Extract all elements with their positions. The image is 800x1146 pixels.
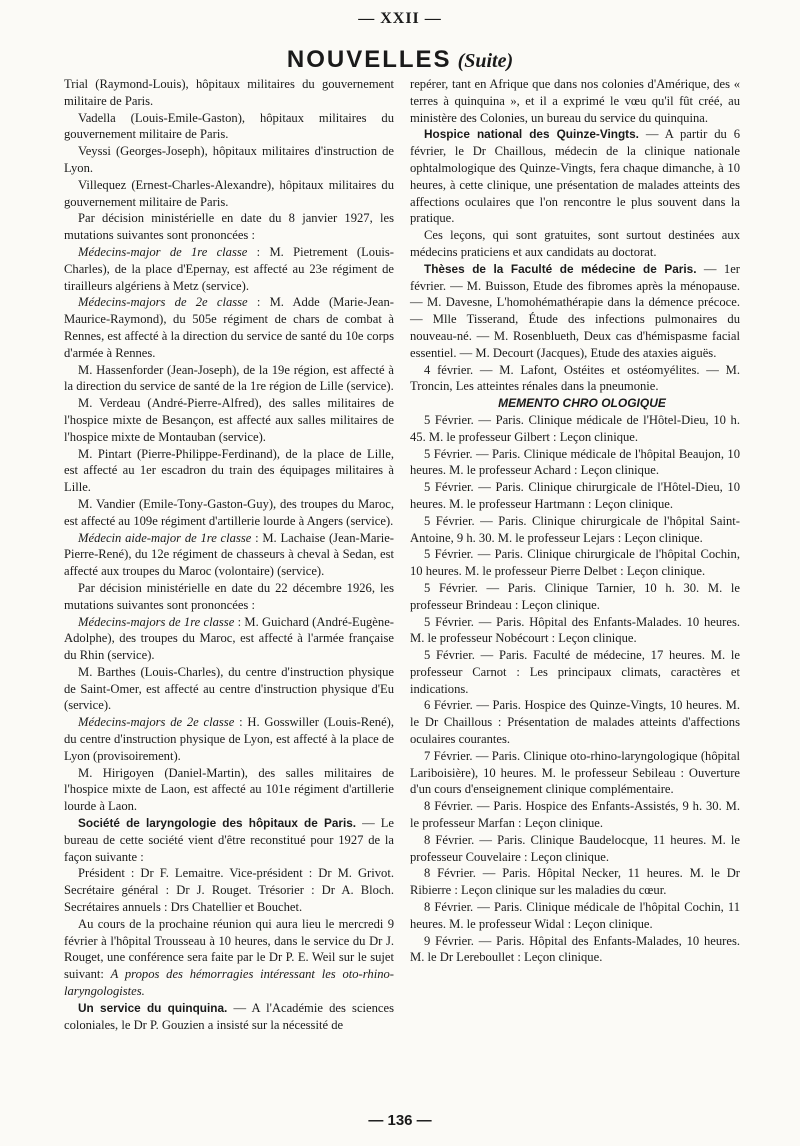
paragraph	[64, 916, 394, 1000]
roman-page-number: — XXII —	[358, 10, 442, 27]
paragraph-text: — 1er février. — M. Buisson, Etude des fibromes après la ménopause. — M. Davesne, L'homohémathérapie dans la démence précoce. — Mlle Tisserand, Étude des infections pulmonaires du nouveau-né. — M. Rosenblueth, Deux cas d'hémispasme facial essentiel. — M. Decourt (Jacques), Etude des ataxies aiguës.	[410, 261, 740, 360]
paragraph	[410, 227, 740, 261]
paragraph	[64, 664, 394, 714]
paragraph	[410, 479, 740, 513]
paragraph-text: : H. Gosswiller (Louis-René), du centre d'instruction physique de Lyon, est affecté à la place de Lyon (provisoirement).	[64, 715, 395, 763]
paragraph	[410, 76, 740, 126]
paragraph	[64, 580, 394, 614]
paragraph-text: : M. Lachaise (Jean-Marie-Pierre-René), du 12e régiment de chasseurs à cheval à Sedan, est affecté aux troupes du Maroc (volontaire) (service).	[64, 530, 394, 579]
paragraph-text: 4 février. — M. Lafont, Ostéites et ostéomyélites. — M. Troncin, Les atteintes rénales dans la pneumonie.	[410, 362, 740, 394]
memento-heading: MEMENTO CHRO OLOGIQUE	[498, 396, 666, 411]
paragraph	[410, 899, 740, 933]
paragraph	[410, 798, 740, 832]
paragraph-text: Ces leçons, qui sont gratuites, sont surtout destinées aux médecins praticiens et aux candidats au doctorat.	[410, 228, 740, 259]
paragraph-text: 5 Février. — Paris. Clinique chirurgicale de l'hôpital Saint-Antoine, 9 h. 30. M. le professeur Lejars : Leçon clinique.	[410, 513, 740, 545]
paragraph	[410, 412, 740, 446]
section-header	[0, 46, 800, 75]
paragraph-text: : M. Guichard (André-Eugène-Adolphe), des troupes du Maroc, est affecté à l'armée française du Rhin (service).	[64, 614, 394, 663]
paragraph	[64, 294, 394, 361]
paragraph-text: — A l'Académie des sciences coloniales, le Dr P. Gouzien a insisté sur la nécessité de	[64, 1000, 394, 1032]
paragraph	[64, 496, 394, 530]
paragraph-text: 8 Février. — Paris. Hôpital Necker, 11 heures. M. le Dr Ribierre : Leçon clinique sur les maladies du cœur.	[410, 866, 740, 898]
paragraph-text: M. Pintart (Pierre-Philippe-Ferdinand), de la place de Lille, est affecté au 1er escadron du train des équipages militaires à Lille.	[64, 446, 394, 495]
section-subtitle: (Suite)	[457, 50, 514, 72]
paragraph-text: M. Vandier (Emile-Tony-Gaston-Guy), des troupes du Maroc, est affecté au 109e régiment d'artillerie lourde à Angers (service).	[64, 496, 394, 528]
paragraph-text: M. Hassenforder (Jean-Joseph), de la 19e région, est affecté à la direction du service de santé de la 1re région de Lille (service).	[64, 362, 394, 394]
rank-label: Médecins-major de 1re classe	[78, 244, 248, 259]
paragraph-text: Trial (Raymond-Louis), hôpitaux militaires du gouvernement militaire de Paris.	[64, 77, 394, 108]
paragraph	[410, 748, 740, 798]
section-heading: Thèses de la Faculté de médecine de Paris.	[424, 261, 697, 276]
paragraph	[64, 530, 394, 580]
paragraph	[410, 614, 740, 648]
paragraph-text: 7 Février. — Paris. Clinique oto-rhino-laryngologique (hôpital Lariboisière), 10 heures. M. le professeur Sebileau : Ouverture d'un cours d'enseignement clinique complémentaire.	[410, 748, 740, 797]
paragraph-text: repérer, tant en Afrique que dans nos colonies d'Amérique, des « terres à quinquina », et il a exprimé le vœu qu'il fût créé, au ministère des Colonies, un bureau du service du quinquina.	[410, 77, 740, 125]
lecture-topic: A propos des hémorragies intéressant les oto-rhino-laryngologistes.	[64, 967, 394, 999]
paragraph-text: 5 Février. — Paris. Clinique chirurgicale de l'Hôtel-Dieu, 10 heures. M. le professeur Hartmann : Leçon clinique.	[410, 480, 740, 511]
section-heading: Société de laryngologie des hôpitaux de Paris.	[78, 816, 357, 831]
paragraph	[410, 933, 740, 967]
paragraph-text: 6 Février. — Paris. Hospice des Quinze-Vingts, 10 heures. M. le Dr Chaillous : Présentation de malades atteints d'affections oculaires courantes.	[410, 698, 740, 747]
paragraph-text: Veyssi (Georges-Joseph), hôpitaux militaires d'instruction de Lyon.	[64, 144, 394, 175]
paragraph	[64, 76, 394, 110]
paragraph	[64, 210, 394, 244]
paragraph-text: M. Barthes (Louis-Charles), du centre d'instruction physique de Saint-Omer, est affecté au centre d'instruction physique d'Eu (service).	[64, 664, 394, 713]
paragraph-text: M. Verdeau (André-Pierre-Alfred), des salles militaires de l'hospice mixte de Besançon, est affecté aux salles militaires de l'hospice mixte de Montauban (service).	[64, 396, 394, 444]
paragraph	[64, 177, 394, 211]
paragraph	[64, 362, 394, 396]
paragraph	[410, 697, 740, 747]
paragraph-text: 5 Février. — Paris. Clinique médicale de l'hôpital Beaujon, 10 heures. M. le professeur Achard : Leçon clinique.	[410, 446, 740, 478]
paragraph	[410, 513, 740, 547]
paragraph	[410, 647, 740, 697]
paragraph	[410, 865, 740, 899]
paragraph-text: 8 Février. — Paris. Clinique médicale de l'hôpital Cochin, 11 heures. M. le professeur Widal : Leçon clinique.	[410, 900, 740, 931]
paragraph-text: 5 Février. — Paris. Hôpital des Enfants-Malades. 10 heures. M. le professeur Nobécourt : Leçon clinique.	[410, 614, 740, 646]
paragraph-text: Vadella (Louis-Emile-Gaston), hôpitaux militaires du gouvernement militaire de Paris.	[64, 110, 394, 142]
paragraph-text: 8 Février. — Paris. Clinique Baudelocque, 11 heures. M. le professeur Couvelaire : Leçon clinique.	[410, 832, 740, 864]
rank-label: Médecin aide-major de 1re classe	[78, 530, 252, 545]
paragraph	[64, 614, 394, 664]
paragraph-text: Au cours de la prochaine réunion qui aura lieu le mercredi 9 février à l'hôpital Trousseau à 10 heures, dans le service du Dr J. Rouget, une conférence sera faite par le Dr P. E. Weil sur le sujet suivant:	[64, 916, 394, 982]
paragraph-text: Par décision ministérielle en date du 8 janvier 1927, les mutations suivantes sont prononcées :	[64, 211, 394, 243]
paragraph	[64, 446, 394, 496]
paragraph-text: 5 Février. — Paris. Faculté de médecine, 17 heures. M. le professeur Carnot : Les principaux climats, caractères et indications.	[410, 648, 740, 696]
paragraph	[64, 865, 394, 915]
paragraph	[410, 446, 740, 480]
paragraph-text: Villequez (Ernest-Charles-Alexandre), hôpitaux militaires du gouvernement militaire de Paris.	[64, 177, 394, 209]
paragraph-text: : M. Pietrement (Louis-Charles), de la place d'Epernay, est affecté au 23e régiment de tirailleurs algériens à Metz (service).	[64, 244, 394, 293]
paragraph-text: 8 Février. — Paris. Hospice des Enfants-Assistés, 9 h. 30. M. le professeur Marfan : Leçon clinique.	[410, 799, 740, 831]
paragraph	[64, 765, 394, 815]
paragraph	[410, 546, 740, 580]
paragraph-text: 5 Février. — Paris. Clinique chirurgicale de l'hôpital Cochin, 10 heures. M. le professeur Pierre Delbet : Leçon clinique.	[410, 547, 740, 579]
paragraph	[64, 244, 394, 294]
section-title: NOUVELLES	[286, 46, 452, 73]
page-number-footer: — 136 —	[368, 1112, 432, 1129]
paragraph-text: : M. Adde (Marie-Jean-Maurice-Raymond), du 505e régiment de chars de combat à Rennes, est affecté à la direction du service de santé du 10e corps d'armée à Rennes.	[64, 295, 394, 360]
paragraph-text: — Le bureau de cette société vient d'être reconstitué pour 1927 de la façon suivante :	[64, 816, 394, 864]
left-column	[64, 76, 394, 1033]
paragraph	[410, 362, 740, 396]
section-heading: Hospice national des Quinze-Vingts.	[424, 127, 639, 142]
section-heading: Un service du quinquina.	[78, 1000, 228, 1015]
paragraph	[64, 110, 394, 144]
paragraph	[410, 832, 740, 866]
paragraph-text: 5 Février. — Paris. Clinique médicale de l'Hôtel-Dieu, 10 h. 45. M. le professeur Gilbert : Leçon clinique.	[410, 412, 740, 444]
rank-label: Médecins-majors de 2e classe	[78, 295, 248, 310]
paragraph	[410, 580, 740, 614]
rank-label: Médecins-majors de 2e classe	[78, 715, 235, 730]
paragraph	[410, 261, 740, 362]
paragraph-text: 9 Février. — Paris. Hôpital des Enfants-Malades, 10 heures. M. le Dr Lereboullet : Leçon clinique.	[410, 933, 740, 965]
rank-label: Médecins-majors de 1re classe	[78, 614, 235, 629]
paragraph	[64, 714, 394, 764]
paragraph-text: 5 Février. — Paris. Clinique Tarnier, 10 h. 30. M. le professeur Brindeau : Leçon clinique.	[410, 580, 740, 612]
paragraph	[64, 395, 394, 445]
paragraph	[410, 126, 740, 227]
paragraph-text: Par décision ministérielle en date du 22 décembre 1926, les mutations suivantes sont prononcées :	[64, 580, 394, 612]
paragraph-text: Président : Dr F. Lemaitre. Vice-président : Dr M. Grivot. Secrétaire général : Dr J. Rouget. Trésorier : Dr A. Bloch. Secrétaires annuels : Drs Chatellier et Bouchet.	[64, 866, 394, 915]
paragraph	[64, 815, 394, 865]
paragraph	[64, 1000, 394, 1034]
right-column	[410, 76, 740, 966]
paragraph	[64, 143, 394, 177]
paragraph-text: M. Hirigoyen (Daniel-Martin), des salles militaires de l'hospice mixte de Laon, est affecté au 101e régiment d'artillerie lourde à Laon.	[64, 765, 394, 814]
paragraph-text: — A partir du 6 février, le Dr Chaillous, médecin de la clinique nationale ophtalmologique des Quinze-Vingts, fera chaque dimanche, à 10 heures, à cette clinique, une présentation de malades atteints des affections oculaires que l'on rencontre le plus souvent dans la pratique.	[410, 127, 741, 226]
